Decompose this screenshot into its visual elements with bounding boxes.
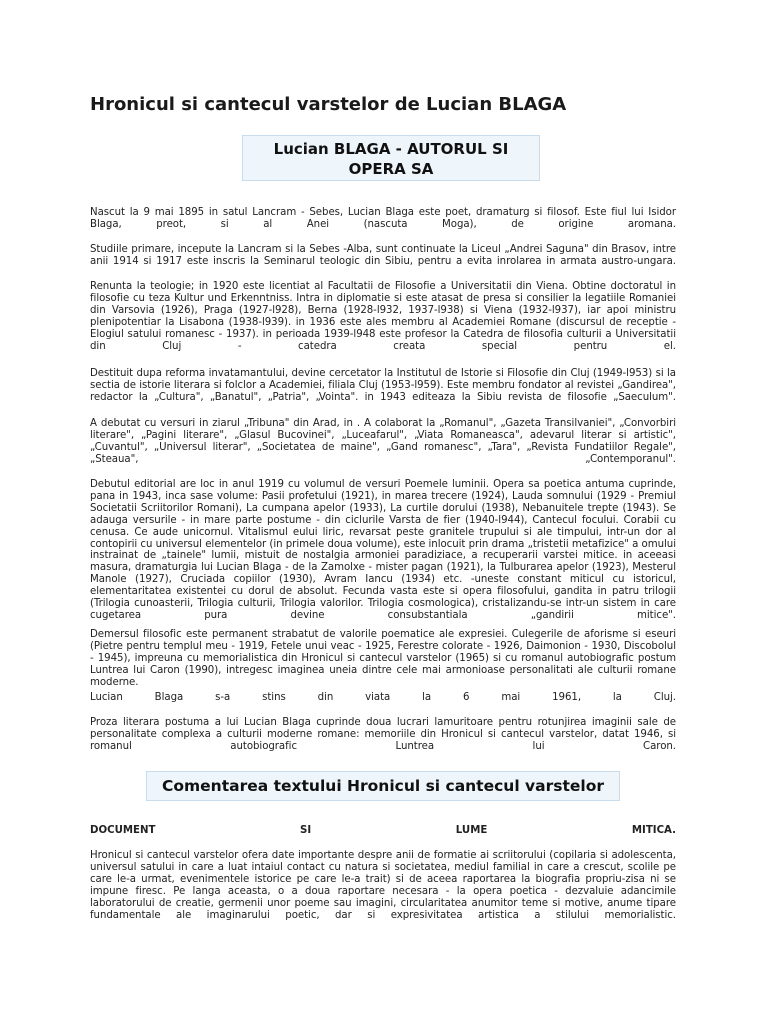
paragraph-studies: Studiile primare, incepute la Lancram si la Sebes -Alba, sunt continuate la Liceul „Andrei Saguna" din Brasov, intre anii 1914 si 1917 este inscris la Seminarul teologic din Sibiu, pentru a evita inrolarea in armata austro-ungara. — [90, 244, 676, 267]
section-heading-author: Lucian BLAGA - AUTORUL SI OPERA SA — [242, 135, 540, 181]
paragraph-prose: Proza literara postuma a lui Lucian Blaga cuprinde doua lucrari lamuritoare pentru rotunjirea imaginii sale de personalitate complexa a culturii moderne romane: memoriile din Hronicul si cantecul varstelor, datat 1946, si romanul autobiografic Luntrea lui Caron. — [90, 717, 676, 752]
paragraph-research: Destituit dupa reforma invatamantului, devine cercetator la Institutul de Istorie si Filosofie din Cluj (1949-l953) si la sectia de istorie literara si folclor a Academiei, filiala Cluj (1953-l959). Este membru fondator al revistei „Gandirea", redactor la „Cultura", „Banatul", „Patria", „Vointa". in 1943 editeaza la Sibiu revista de filosofie „Saeculum". — [90, 368, 676, 403]
paragraph-death: Lucian Blaga s-a stins din viata la 6 mai 1961, la Cluj. — [90, 692, 676, 703]
paragraph-editorial: Debutul editorial are loc in anul 1919 cu volumul de versuri Poemele luminii. Opera sa poetica antuma cuprinde, pana in 1943, inca sase volume: Pasii profetului (1921), in marea trecere (1924), Lauda somnului (1929 - Premiul Societatii Scriitorilor Romani), La cumpana apelor (1933), La curtile dorului (1938), Nebanuitele trepte (1943). Se adauga versurile - in mare parte postume - din ciclurile Varsta de fier (1940-l944), Cantecul focului. Corabii cu cenusa. Ce aude unicornul. Vitalismul eului liric, revarsat peste granitele trupului si ale timpului, intr-un dor al contopirii cu universul elementelor (in primele doua volume), este inlocuit prin drama „tristetii metafizice" a omului instrainat de „tainele" lumii, mistuit de nostalgia armoniei paradiziace, a recuperarii varstei mitice. in aceeasi masura, dramaturgia lui Lucian Blaga - de la Zamolxe - mister pagan (1921), la Tulburarea apelor (1923), Mesterul Manole (1927), Cruciada copiilor (1930), Avram Iancu (1934) etc. -uneste constant miticul cu istoricul, elementaritatea existentei cu dorul de absolut. Fecunda vasta este si opera filosofului, gandita in patru trilogii (Trilogia cunoasterii, Trilogia culturii, Trilogia valorilor. Trilogia cosmologica), cristalizandu-se intr-un sistem in care cugetarea pura devine consubstantiala „gandirii mitice". — [90, 479, 676, 621]
paragraph-career: Renunta la teologie; in 1920 este licentiat al Facultatii de Filosofie a Universitatii din Viena. Obtine doctoratul in filosofie cu teza Kultur und Erkenntniss. Intra in diplomatie si este atasat de presa si consilier la legatiile Romaniei din Varsovia (1926), Praga (1927-l928), Berna (1928-l932, 1937-l938) si Viena (1932-l937), iar apoi ministru plenipotentiar la Lisabona (1938-l939). in 1936 este ales membru al Academiei Romane (discursul de receptie - Elogiul satului romanesc - 1937). in perioada 1939-l948 este profesor la Catedra de filosofia culturii a Universitatii din Cluj - catedra creata special pentru el. — [90, 281, 676, 352]
paragraph-birth: Nascut la 9 mai 1895 in satul Lancram - Sebes, Lucian Blaga este poet, dramaturg si filosof. Este fiul lui Isidor Blaga, preot, si al Anei (nascuta Moga), de origine aromana. — [90, 207, 676, 230]
document-title: Hronicul si cantecul varstelor de Lucian BLAGA — [90, 94, 567, 115]
paragraph-philosophy: Demersul filosofic este permanent strabatut de valorile poematice ale expresiei. Culegerile de aforisme si eseuri (Pietre pentru templul meu - 1919, Fetele unui veac - 1925, Ferestre colorate - 1926, Daimonion - 1930, Discobolul - 1945), impreuna cu memorialistica din Hronicul si cantecul varstelor (1965) si cu romanul autobiografic postum Luntrea lui Caron (1990), intregesc imaginea uneia dintre cele mai armonioase personalitati ale culturii romane moderne. — [90, 629, 676, 688]
subheading-document: DOCUMENT SI LUME MITICA. — [90, 825, 676, 836]
paragraph-debut: A debutat cu versuri in ziarul „Tribuna" din Arad, in . A colaborat la „Romanul", „Gazeta Transilvaniei", „Convorbiri literare", „Pagini literare", „Glasul Bucovinei", „Luceafarul", „Viata Romaneasca", adevarul literar si artistic", „Cuvantul", „Universul literar", „Societatea de maine", „Gand romanesc", „Tara", „Revista Fundatiilor Regale", „Steaua", „Contemporanul". — [90, 418, 676, 465]
paragraph-commentary: Hronicul si cantecul varstelor ofera date importante despre anii de formatie ai scriitorului (copilaria si adolescenta, universul satului in care a luat intaiul contact cu natura si societatea, mediul familial in care a crescut, scolile pe care le-a urmat, evenimentele istorice pe care le-a trait) si de aceea raportarea la biografia propriu-zisa ni se impune firesc. Pe langa aceasta, o a doua raportare necesara - la opera poetica - dezvaluie adancimile laboratorului de creatie, germenii unor poeme sau imagini, circularitatea anumitor teme si motive, anume tipare fundamentale ale imaginarului poetic, dar si expresivitatea artistica a stilului memorialistic. — [90, 850, 676, 921]
section-heading-commentary: Comentarea textului Hronicul si cantecul varstelor — [146, 771, 620, 801]
